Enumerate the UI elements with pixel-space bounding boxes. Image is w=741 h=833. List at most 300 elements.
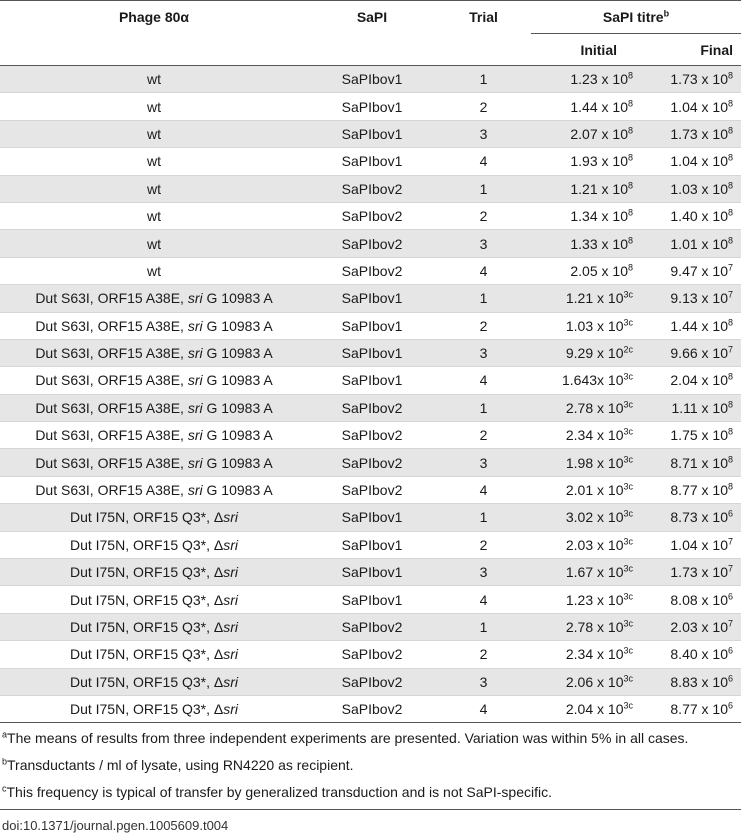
footnote-text: The means of results from three independent experiments are presented. Variation was within 5% in all cases. [7, 730, 689, 747]
initial-mantissa: 3.02 x 10 [565, 509, 624, 526]
cell-trial: 1 [436, 504, 531, 531]
cell-sapi: SaPIbov2 [308, 230, 436, 257]
initial-exponent: 8 [627, 70, 633, 81]
cell-phage [0, 504, 308, 531]
initial-mantissa: 9.29 x 10 [565, 345, 624, 362]
phage-text: Dut S63I, ORF15 A38E, [35, 345, 188, 362]
initial-mantissa: 1.23 x 10 [570, 71, 628, 88]
cell-trial: 3 [436, 449, 531, 476]
table-row [0, 367, 741, 394]
phage-gene-italic: sri [187, 427, 203, 444]
cell-phage [0, 531, 308, 558]
cell-initial [531, 312, 641, 339]
cell-initial [531, 422, 641, 449]
phage-gene-italic: sri [223, 564, 239, 581]
phage-text: wt [147, 180, 161, 197]
initial-exponent: 8 [627, 125, 633, 136]
final-mantissa: 2.04 x 10 [670, 372, 728, 389]
initial-exponent: 3c [623, 371, 633, 382]
phage-gene-italic: sri [223, 646, 239, 663]
cell-trial: 3 [436, 559, 531, 586]
initial-mantissa: 2.78 x 10 [565, 399, 624, 416]
cell-sapi: SaPIbov1 [308, 559, 436, 586]
initial-mantissa: 1.98 x 10 [565, 454, 624, 471]
final-mantissa: 1.04 x 10 [670, 98, 728, 115]
final-exponent: 8 [728, 399, 734, 410]
final-exponent: 6 [728, 673, 734, 684]
cell-sapi: SaPIbov1 [341, 98, 403, 115]
initial-exponent: 3c [623, 399, 633, 410]
phage-gene-italic: sri [223, 509, 239, 526]
final-exponent: 8 [728, 234, 734, 245]
final-mantissa: 1.04 x 10 [670, 536, 728, 553]
phage-text: Dut I75N, ORF15 Q3*, Δ [69, 646, 224, 663]
final-mantissa: 9.13 x 10 [670, 290, 728, 307]
initial-mantissa: 1.33 x 10 [570, 235, 628, 252]
phage-gene-italic: sri [223, 591, 239, 608]
cell-trial: 2 [479, 98, 488, 115]
cell-sapi: SaPIbov2 [308, 394, 436, 421]
table-row [0, 120, 741, 147]
table-row [0, 476, 741, 503]
phage-text: wt [147, 98, 161, 115]
initial-mantissa: 1.21 x 10 [570, 180, 628, 197]
phage-text-tail: G 10983 A [202, 482, 273, 499]
final-exponent: 7 [728, 262, 734, 273]
header-initial: Initial [580, 41, 617, 58]
final-mantissa: 1.01 x 10 [670, 235, 728, 252]
initial-exponent: 3c [623, 536, 633, 547]
cell-trial: 4 [479, 701, 488, 718]
cell-trial: 3 [436, 230, 531, 257]
final-mantissa: 1.44 x 10 [670, 317, 728, 334]
cell-sapi: SaPIbov1 [341, 317, 403, 334]
cell-initial [531, 175, 641, 202]
phage-text-tail: G 10983 A [202, 317, 273, 334]
table-row [0, 394, 741, 421]
cell-final [641, 202, 741, 229]
phage-text: wt [147, 262, 161, 279]
final-mantissa: 8.77 x 10 [670, 701, 728, 718]
cell-sapi: SaPIbov1 [308, 66, 436, 93]
phage-text: Dut S63I, ORF15 A38E, [35, 454, 188, 471]
table-row [0, 312, 741, 339]
table-row [0, 93, 741, 120]
cell-sapi: SaPIbov2 [341, 427, 403, 444]
phage-text: Dut I75N, ORF15 Q3*, Δ [69, 509, 224, 526]
cell-trial: 4 [479, 372, 488, 389]
cell-final [641, 476, 741, 503]
final-mantissa: 8.71 x 10 [670, 454, 728, 471]
cell-phage [0, 641, 308, 668]
phage-text: Dut S63I, ORF15 A38E, [35, 290, 188, 307]
initial-mantissa: 1.93 x 10 [570, 153, 628, 170]
initial-mantissa: 2.34 x 10 [565, 646, 624, 663]
final-exponent: 7 [728, 344, 734, 355]
final-exponent: 7 [728, 289, 734, 300]
final-exponent: 8 [728, 207, 734, 218]
table-row [0, 641, 741, 668]
phage-text-tail: G 10983 A [202, 290, 273, 307]
cell-initial [531, 449, 641, 476]
phage-text: wt [147, 125, 161, 142]
phage-text: Dut I75N, ORF15 Q3*, Δ [69, 536, 224, 553]
cell-trial: 2 [479, 317, 488, 334]
doi-text: doi:10.1371/journal.pgen.1005609.t004 [0, 809, 741, 833]
final-exponent: 7 [728, 563, 734, 574]
footnotes [0, 723, 741, 803]
final-exponent: 8 [728, 152, 734, 163]
initial-exponent: 3c [623, 563, 633, 574]
phage-gene-italic: sri [223, 536, 239, 553]
cell-final [641, 586, 741, 613]
cell-final [641, 312, 741, 339]
initial-mantissa: 2.78 x 10 [565, 619, 624, 635]
cell-final [641, 120, 741, 147]
cell-phage [0, 476, 308, 503]
cell-final [641, 339, 741, 366]
initial-exponent: 3c [623, 645, 633, 656]
cell-final [641, 668, 741, 695]
initial-exponent: 2c [623, 344, 633, 355]
initial-exponent: 3c [623, 618, 633, 629]
cell-trial: 2 [479, 536, 488, 553]
cell-phage [0, 449, 308, 476]
phage-text-tail: G 10983 A [202, 427, 273, 444]
cell-final [641, 449, 741, 476]
cell-final [641, 257, 741, 284]
table-row [0, 202, 741, 229]
cell-phage [0, 586, 308, 613]
cell-final [641, 641, 741, 668]
cell-initial [531, 504, 641, 531]
footnote-mark: a [2, 729, 8, 740]
cell-sapi: SaPIbov1 [308, 120, 436, 147]
cell-trial: 4 [479, 482, 488, 499]
cell-initial [531, 531, 641, 558]
cell-sapi: SaPIbov2 [341, 482, 403, 499]
cell-phage [0, 148, 308, 175]
footnote [2, 781, 739, 803]
footnote [2, 754, 739, 776]
cell-final [641, 504, 741, 531]
table-row [0, 531, 741, 558]
phage-text: Dut I75N, ORF15 Q3*, Δ [69, 619, 224, 635]
header-titre [531, 1, 741, 34]
initial-mantissa: 2.05 x 10 [570, 262, 628, 279]
cell-initial [531, 148, 641, 175]
header-final: Final [700, 41, 734, 58]
final-exponent: 8 [728, 180, 734, 191]
table-row [0, 175, 741, 202]
cell-phage [0, 202, 308, 229]
cell-initial [531, 559, 641, 586]
header-phage: Phage 80α [0, 1, 308, 66]
footnote-text: Transductants / ml of lysate, using RN4220 as recipient. [7, 757, 354, 774]
cell-sapi: SaPIbov2 [308, 613, 436, 640]
phage-text: wt [147, 208, 161, 225]
cell-final [641, 66, 741, 93]
header-sapi: SaPI [308, 1, 436, 66]
cell-initial [531, 230, 641, 257]
cell-initial [531, 695, 641, 722]
header-titre-footnote-mark: b [663, 8, 670, 19]
cell-trial: 4 [479, 591, 488, 608]
cell-initial [531, 339, 641, 366]
final-mantissa: 1.11 x 10 [671, 399, 728, 416]
cell-trial: 3 [436, 120, 531, 147]
cell-final [641, 422, 741, 449]
initial-exponent: 8 [627, 262, 633, 273]
table-row [0, 504, 741, 531]
phage-text: Dut I75N, ORF15 Q3*, Δ [69, 701, 224, 718]
initial-mantissa: 2.01 x 10 [565, 482, 624, 499]
cell-final [641, 531, 741, 558]
phage-text: Dut S63I, ORF15 A38E, [35, 482, 188, 499]
phage-text: Dut I75N, ORF15 Q3*, Δ [69, 591, 224, 608]
cell-phage [0, 559, 308, 586]
cell-trial: 2 [479, 208, 488, 225]
cell-sapi: SaPIbov1 [341, 153, 403, 170]
final-mantissa: 8.08 x 10 [670, 591, 728, 608]
phage-gene-italic: sri [223, 701, 239, 718]
phage-gene-italic: sri [187, 317, 203, 334]
final-mantissa: 1.40 x 10 [670, 208, 728, 225]
initial-mantissa: 1.34 x 10 [570, 208, 628, 225]
cell-final [641, 394, 741, 421]
initial-exponent: 8 [627, 152, 633, 163]
cell-phage [0, 312, 308, 339]
initial-mantissa: 2.07 x 10 [570, 125, 628, 142]
phage-gene-italic: sri [187, 372, 203, 389]
final-exponent: 8 [728, 481, 734, 492]
cell-sapi: SaPIbov1 [341, 591, 403, 608]
initial-exponent: 3c [623, 426, 633, 437]
initial-mantissa: 1.44 x 10 [570, 98, 628, 115]
phage-gene-italic: sri [187, 482, 203, 499]
cell-final [641, 285, 741, 312]
cell-phage [0, 230, 308, 257]
final-exponent: 8 [728, 125, 734, 136]
phage-text-tail: G 10983 A [202, 345, 273, 362]
final-exponent: 7 [728, 618, 734, 629]
phage-text: Dut S63I, ORF15 A38E, [35, 372, 188, 389]
cell-initial [531, 285, 641, 312]
phage-gene-italic: sri [223, 673, 239, 690]
phage-gene-italic: sri [187, 454, 203, 471]
cell-sapi: SaPIbov2 [341, 208, 403, 225]
cell-trial: 1 [436, 175, 531, 202]
initial-exponent: 3c [623, 508, 633, 519]
cell-sapi: SaPIbov1 [308, 285, 436, 312]
cell-initial [531, 586, 641, 613]
final-mantissa: 1.73 x 10 [670, 125, 728, 142]
phage-gene-italic: sri [223, 619, 239, 635]
cell-sapi: SaPIbov2 [308, 668, 436, 695]
final-mantissa: 8.73 x 10 [670, 509, 728, 526]
table-row [0, 422, 741, 449]
initial-mantissa: 1.21 x 10 [565, 290, 624, 307]
cell-final [641, 93, 741, 120]
cell-trial: 3 [436, 339, 531, 366]
final-exponent: 6 [728, 645, 734, 656]
initial-exponent: 8 [627, 180, 633, 191]
cell-final [641, 230, 741, 257]
cell-sapi: SaPIbov1 [341, 536, 403, 553]
phage-text-tail: G 10983 A [202, 372, 273, 389]
initial-exponent: 3c [623, 289, 633, 300]
phage-text: Dut S63I, ORF15 A38E, [35, 399, 188, 416]
final-exponent: 8 [728, 97, 734, 108]
table-row [0, 586, 741, 613]
footnote [2, 727, 739, 749]
cell-sapi: SaPIbov2 [308, 449, 436, 476]
cell-initial [531, 120, 641, 147]
cell-initial [531, 93, 641, 120]
cell-initial [531, 476, 641, 503]
table-row [0, 613, 741, 640]
initial-mantissa: 1.23 x 10 [565, 591, 624, 608]
phage-gene-italic: sri [187, 399, 203, 416]
phage-text: Dut S63I, ORF15 A38E, [35, 317, 188, 334]
phage-text: Dut S63I, ORF15 A38E, [35, 427, 188, 444]
cell-phage [0, 339, 308, 366]
phage-text: wt [147, 153, 161, 170]
cell-phage [0, 367, 308, 394]
initial-mantissa: 1.03 x 10 [565, 317, 624, 334]
final-mantissa: 9.47 x 10 [670, 262, 728, 279]
cell-trial: 4 [479, 153, 488, 170]
cell-phage [0, 394, 308, 421]
phage-text: wt [147, 235, 161, 252]
cell-sapi: SaPIbov1 [341, 372, 403, 389]
final-mantissa: 9.66 x 10 [670, 345, 728, 362]
phage-text: Dut I75N, ORF15 Q3*, Δ [69, 564, 224, 581]
final-exponent: 8 [728, 70, 734, 81]
initial-exponent: 3c [623, 481, 633, 492]
cell-sapi: SaPIbov1 [308, 504, 436, 531]
cell-initial [531, 202, 641, 229]
cell-phage [0, 120, 308, 147]
cell-phage [0, 66, 308, 93]
initial-exponent: 3c [623, 700, 633, 711]
cell-phage [0, 93, 308, 120]
cell-final [641, 175, 741, 202]
table-body [0, 66, 741, 723]
table-row [0, 257, 741, 284]
cell-final [641, 148, 741, 175]
cell-phage [0, 613, 308, 640]
initial-mantissa: 2.06 x 10 [565, 673, 624, 690]
initial-exponent: 3c [623, 590, 633, 601]
phage-text-tail: G 10983 A [202, 454, 273, 471]
initial-mantissa: 1.67 x 10 [565, 564, 624, 581]
initial-mantissa: 2.04 x 10 [565, 701, 624, 718]
final-mantissa: 1.73 x 10 [670, 564, 728, 581]
table-row [0, 695, 741, 722]
cell-sapi: SaPIbov2 [341, 262, 403, 279]
cell-trial: 3 [436, 668, 531, 695]
header-titre-label: SaPI titre [602, 9, 664, 25]
cell-trial: 1 [436, 285, 531, 312]
cell-initial [531, 367, 641, 394]
footnote-mark: c [2, 783, 7, 794]
cell-sapi: SaPIbov2 [308, 175, 436, 202]
header-trial: Trial [436, 1, 531, 66]
table-row [0, 559, 741, 586]
initial-mantissa: 2.03 x 10 [565, 536, 624, 553]
cell-phage [0, 695, 308, 722]
phage-text: Dut I75N, ORF15 Q3*, Δ [69, 673, 224, 690]
phage-gene-italic: sri [187, 290, 203, 307]
cell-initial [531, 613, 641, 640]
cell-phage [0, 422, 308, 449]
final-exponent: 8 [728, 426, 734, 437]
cell-final [641, 613, 741, 640]
final-exponent: 8 [728, 371, 734, 382]
initial-mantissa: 2.34 x 10 [565, 427, 624, 444]
final-exponent: 8 [728, 454, 734, 464]
cell-initial [531, 641, 641, 668]
cell-phage [0, 285, 308, 312]
final-exponent: 6 [728, 700, 734, 711]
initial-exponent: 8 [627, 234, 633, 245]
cell-sapi: SaPIbov2 [341, 646, 403, 663]
cell-phage [0, 175, 308, 202]
initial-mantissa: 1.643x 10 [561, 372, 624, 389]
cell-initial [531, 394, 641, 421]
cell-trial: 2 [479, 427, 488, 444]
cell-phage [0, 668, 308, 695]
initial-exponent: 3c [623, 317, 633, 328]
phage-gene-italic: sri [187, 345, 203, 362]
cell-trial: 2 [479, 646, 488, 663]
cell-phage [0, 257, 308, 284]
cell-sapi: SaPIbov1 [308, 339, 436, 366]
final-mantissa: 8.77 x 10 [670, 482, 728, 499]
footnote-text: This frequency is typical of transfer by generalized transduction and is not SaPI-specific. [6, 784, 552, 801]
table-row [0, 66, 741, 93]
final-exponent: 8 [728, 317, 734, 328]
final-mantissa: 1.03 x 10 [670, 180, 728, 197]
footnote-mark: b [2, 756, 8, 767]
final-exponent: 6 [728, 508, 734, 519]
initial-exponent: 8 [627, 97, 633, 108]
table-row [0, 230, 741, 257]
initial-exponent: 8 [627, 207, 633, 218]
table-row [0, 449, 741, 476]
phage-text: wt [147, 71, 161, 88]
final-mantissa: 1.04 x 10 [670, 153, 728, 170]
cell-final [641, 559, 741, 586]
final-mantissa: 2.03 x 10 [670, 619, 728, 635]
table-row [0, 668, 741, 695]
final-mantissa: 1.73 x 10 [670, 71, 728, 88]
final-mantissa: 8.83 x 10 [670, 673, 728, 690]
cell-initial [531, 668, 641, 695]
cell-initial [531, 66, 641, 93]
cell-final [641, 695, 741, 722]
phage-text-tail: G 10983 A [202, 399, 273, 416]
final-exponent: 7 [728, 536, 734, 547]
cell-trial: 1 [436, 394, 531, 421]
table-row [0, 285, 741, 312]
cell-trial: 4 [479, 262, 488, 279]
initial-exponent: 3c [623, 454, 633, 464]
table-row [0, 148, 741, 175]
final-exponent: 6 [728, 590, 734, 601]
table-row [0, 339, 741, 366]
